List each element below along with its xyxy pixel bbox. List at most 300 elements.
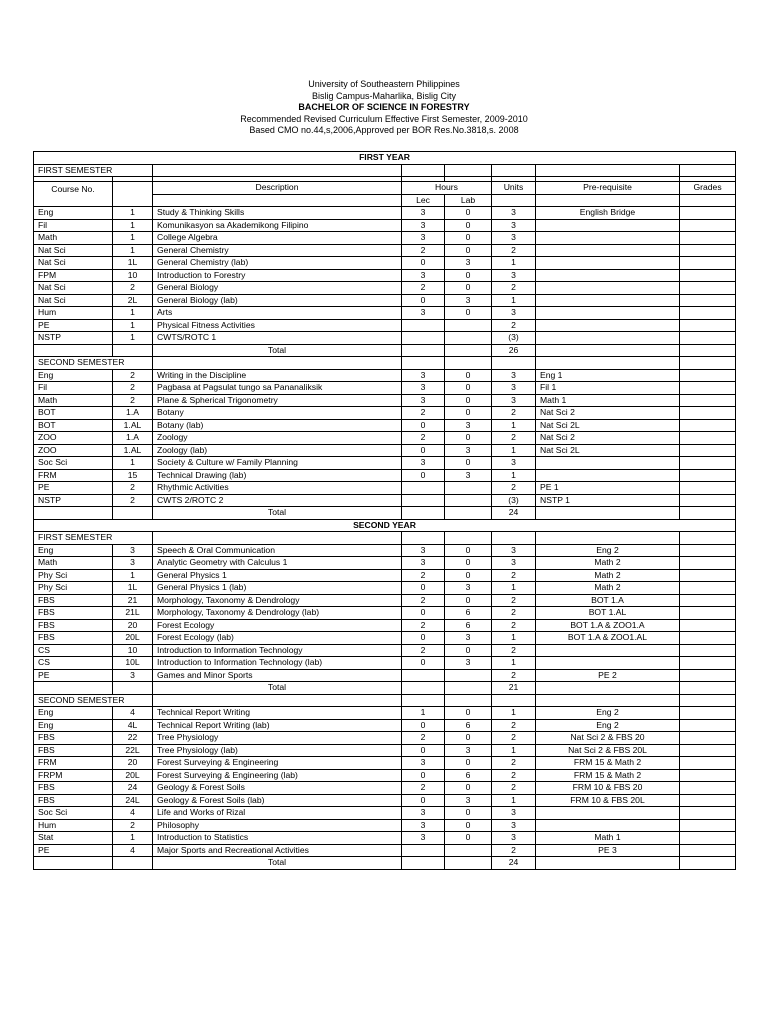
semester-title: SECOND SEMESTER bbox=[34, 694, 153, 707]
blank-cell bbox=[445, 857, 492, 870]
course-code: Hum bbox=[34, 819, 113, 832]
course-row bbox=[34, 582, 736, 595]
course-number: 1 bbox=[113, 332, 153, 345]
lec-hours: 0 bbox=[402, 719, 445, 732]
blank-cell bbox=[445, 694, 492, 707]
course-number: 21 bbox=[113, 594, 153, 607]
grade-cell bbox=[680, 469, 736, 482]
course-code: CS bbox=[34, 644, 113, 657]
grade-cell bbox=[680, 282, 736, 295]
lab-hours: 3 bbox=[445, 744, 492, 757]
course-row bbox=[34, 844, 736, 857]
course-row bbox=[34, 419, 736, 432]
blank-cell bbox=[492, 694, 536, 707]
course-number: 1 bbox=[113, 307, 153, 320]
course-code: Fil bbox=[34, 382, 113, 395]
course-code: Phy Sci bbox=[34, 582, 113, 595]
blank-cell bbox=[680, 194, 736, 207]
course-units: 1 bbox=[492, 257, 536, 270]
grade-cell bbox=[680, 719, 736, 732]
grade-cell bbox=[680, 444, 736, 457]
course-number: 1L bbox=[113, 257, 153, 270]
course-row bbox=[34, 369, 736, 382]
year-title-row bbox=[34, 152, 736, 165]
course-prereq: FRM 10 & FBS 20L bbox=[536, 794, 680, 807]
lab-hours: 0 bbox=[445, 557, 492, 570]
semester-title-row bbox=[34, 164, 736, 177]
course-description: General Biology bbox=[153, 282, 402, 295]
course-prereq: Nat Sci 2L bbox=[536, 419, 680, 432]
course-units: 2 bbox=[492, 319, 536, 332]
course-code: Math bbox=[34, 394, 113, 407]
course-prereq bbox=[536, 232, 680, 245]
blank-cell bbox=[680, 507, 736, 520]
course-number: 1.A bbox=[113, 407, 153, 420]
course-prereq: FRM 10 & FBS 20 bbox=[536, 782, 680, 795]
course-units: 2 bbox=[492, 719, 536, 732]
grade-cell bbox=[680, 707, 736, 720]
grade-cell bbox=[680, 782, 736, 795]
course-units: 3 bbox=[492, 557, 536, 570]
grade-cell bbox=[680, 494, 736, 507]
lec-hours: 3 bbox=[402, 544, 445, 557]
lab-hours: 0 bbox=[445, 707, 492, 720]
lab-hours bbox=[445, 332, 492, 345]
blank-cell bbox=[402, 507, 445, 520]
blank-cell bbox=[680, 857, 736, 870]
lec-hours bbox=[402, 319, 445, 332]
course-description: Morphology, Taxonomy & Dendrology bbox=[153, 594, 402, 607]
course-units: 2 bbox=[492, 757, 536, 770]
lab-hours: 0 bbox=[445, 407, 492, 420]
lab-hours: 3 bbox=[445, 294, 492, 307]
course-row bbox=[34, 394, 736, 407]
course-row bbox=[34, 732, 736, 745]
course-code: CS bbox=[34, 657, 113, 670]
course-code: Math bbox=[34, 232, 113, 245]
total-label: Total bbox=[153, 682, 402, 695]
course-number: 20L bbox=[113, 632, 153, 645]
course-number: 1 bbox=[113, 457, 153, 470]
course-units: 2 bbox=[492, 482, 536, 495]
course-number: 3 bbox=[113, 669, 153, 682]
lec-hours: 3 bbox=[402, 757, 445, 770]
course-units: 1 bbox=[492, 744, 536, 757]
course-prereq: BOT 1.A & ZOO1.AL bbox=[536, 632, 680, 645]
course-code: FPM bbox=[34, 269, 113, 282]
grade-cell bbox=[680, 269, 736, 282]
course-units: 2 bbox=[492, 407, 536, 420]
course-prereq: Nat Sci 2 bbox=[536, 407, 680, 420]
course-code: Phy Sci bbox=[34, 569, 113, 582]
blank-cell bbox=[34, 857, 113, 870]
lec-hours: 3 bbox=[402, 369, 445, 382]
header-hours: Hours bbox=[402, 182, 492, 195]
blank-cell bbox=[536, 532, 680, 545]
course-description: Rhythmic Activities bbox=[153, 482, 402, 495]
course-row bbox=[34, 407, 736, 420]
lab-hours bbox=[445, 482, 492, 495]
course-code: FBS bbox=[34, 744, 113, 757]
course-description: General Biology (lab) bbox=[153, 294, 402, 307]
course-prereq: Math 2 bbox=[536, 569, 680, 582]
blank-cell bbox=[445, 507, 492, 520]
blank-cell bbox=[445, 357, 492, 370]
lec-hours: 3 bbox=[402, 819, 445, 832]
lab-hours: 3 bbox=[445, 444, 492, 457]
course-description: Forest Surveying & Engineering (lab) bbox=[153, 769, 402, 782]
course-code: Nat Sci bbox=[34, 282, 113, 295]
course-prereq: Nat Sci 2 & FBS 20 bbox=[536, 732, 680, 745]
program-title: BACHELOR OF SCIENCE IN FORESTRY bbox=[298, 102, 470, 113]
course-units: 1 bbox=[492, 632, 536, 645]
course-code: FBS bbox=[34, 732, 113, 745]
course-code: Stat bbox=[34, 832, 113, 845]
course-code: FBS bbox=[34, 607, 113, 620]
course-prereq: Eng 1 bbox=[536, 369, 680, 382]
course-number: 2 bbox=[113, 494, 153, 507]
approval-note: Based CMO no.44,s,2006,Approved per BOR Res.No.3818,s. 2008 bbox=[249, 125, 519, 136]
blank-cell bbox=[536, 357, 680, 370]
lab-hours: 0 bbox=[445, 569, 492, 582]
course-code: Nat Sci bbox=[34, 257, 113, 270]
course-prereq: Math 2 bbox=[536, 557, 680, 570]
course-prereq: Nat Sci 2 & FBS 20L bbox=[536, 744, 680, 757]
course-units: 3 bbox=[492, 232, 536, 245]
course-number: 10 bbox=[113, 269, 153, 282]
course-description: Technical Drawing (lab) bbox=[153, 469, 402, 482]
course-prereq: BOT 1.AL bbox=[536, 607, 680, 620]
lec-hours: 0 bbox=[402, 769, 445, 782]
grade-cell bbox=[680, 619, 736, 632]
course-code: Eng bbox=[34, 207, 113, 220]
course-number: 20 bbox=[113, 619, 153, 632]
lab-hours: 6 bbox=[445, 619, 492, 632]
course-units: 3 bbox=[492, 269, 536, 282]
grade-cell bbox=[680, 757, 736, 770]
course-row bbox=[34, 494, 736, 507]
course-description: Zoology bbox=[153, 432, 402, 445]
blank-cell bbox=[492, 164, 536, 177]
grade-cell bbox=[680, 644, 736, 657]
course-units: 3 bbox=[492, 307, 536, 320]
course-code: Fil bbox=[34, 219, 113, 232]
lec-hours: 3 bbox=[402, 394, 445, 407]
lab-hours: 0 bbox=[445, 644, 492, 657]
semester-title: SECOND SEMESTER bbox=[34, 357, 153, 370]
lec-hours: 2 bbox=[402, 644, 445, 657]
grade-cell bbox=[680, 594, 736, 607]
course-number: 2 bbox=[113, 482, 153, 495]
course-description: Forest Ecology bbox=[153, 619, 402, 632]
course-units: 2 bbox=[492, 732, 536, 745]
lab-hours: 0 bbox=[445, 207, 492, 220]
course-description: General Physics 1 (lab) bbox=[153, 582, 402, 595]
course-number: 15 bbox=[113, 469, 153, 482]
grade-cell bbox=[680, 307, 736, 320]
grade-cell bbox=[680, 219, 736, 232]
blank-cell bbox=[536, 507, 680, 520]
lec-hours: 2 bbox=[402, 407, 445, 420]
course-description: Zoology (lab) bbox=[153, 444, 402, 457]
total-units: 26 bbox=[492, 344, 536, 357]
course-number: 2L bbox=[113, 294, 153, 307]
course-number: 21L bbox=[113, 607, 153, 620]
course-row bbox=[34, 632, 736, 645]
year-title: FIRST YEAR bbox=[34, 152, 736, 165]
course-prereq bbox=[536, 469, 680, 482]
course-description: Society & Culture w/ Family Planning bbox=[153, 457, 402, 470]
total-units: 24 bbox=[492, 857, 536, 870]
course-units: 1 bbox=[492, 707, 536, 720]
course-units: 2 bbox=[492, 244, 536, 257]
lec-hours: 3 bbox=[402, 832, 445, 845]
grade-cell bbox=[680, 669, 736, 682]
lab-hours: 6 bbox=[445, 769, 492, 782]
course-number: 24L bbox=[113, 794, 153, 807]
course-row bbox=[34, 644, 736, 657]
course-description: Arts bbox=[153, 307, 402, 320]
lab-hours: 0 bbox=[445, 232, 492, 245]
course-description: Morphology, Taxonomy & Dendrology (lab) bbox=[153, 607, 402, 620]
course-prereq: FRM 15 & Math 2 bbox=[536, 769, 680, 782]
course-units: 2 bbox=[492, 569, 536, 582]
header-grades: Grades bbox=[680, 182, 736, 195]
course-description: Geology & Forest Soils (lab) bbox=[153, 794, 402, 807]
total-label: Total bbox=[153, 857, 402, 870]
blank-cell bbox=[402, 682, 445, 695]
course-description: Botany (lab) bbox=[153, 419, 402, 432]
lab-hours: 0 bbox=[445, 819, 492, 832]
course-prereq: FRM 15 & Math 2 bbox=[536, 757, 680, 770]
course-description: CWTS/ROTC 1 bbox=[153, 332, 402, 345]
lec-hours: 2 bbox=[402, 432, 445, 445]
course-code: FBS bbox=[34, 782, 113, 795]
course-code: BOT bbox=[34, 419, 113, 432]
course-description: General Chemistry bbox=[153, 244, 402, 257]
curriculum-note: Recommended Revised Curriculum Effective First Semester, 2009-2010 bbox=[240, 113, 528, 124]
lec-hours: 2 bbox=[402, 569, 445, 582]
course-row bbox=[34, 819, 736, 832]
course-row bbox=[34, 232, 736, 245]
header-units: Units bbox=[492, 182, 536, 195]
course-number: 1.A bbox=[113, 432, 153, 445]
course-prereq bbox=[536, 644, 680, 657]
course-row bbox=[34, 482, 736, 495]
university-name: University of Southeastern Philippines bbox=[308, 79, 460, 89]
course-prereq: Eng 2 bbox=[536, 719, 680, 732]
lec-hours: 0 bbox=[402, 744, 445, 757]
course-code: Math bbox=[34, 557, 113, 570]
grade-cell bbox=[680, 369, 736, 382]
course-number: 2 bbox=[113, 382, 153, 395]
lab-hours: 3 bbox=[445, 257, 492, 270]
grade-cell bbox=[680, 294, 736, 307]
course-description: Geology & Forest Soils bbox=[153, 782, 402, 795]
course-code: BOT bbox=[34, 407, 113, 420]
course-units: 1 bbox=[492, 444, 536, 457]
blank-cell bbox=[536, 682, 680, 695]
lec-hours: 3 bbox=[402, 807, 445, 820]
grade-cell bbox=[680, 319, 736, 332]
course-prereq: Nat Sci 2L bbox=[536, 444, 680, 457]
blank-cell bbox=[445, 164, 492, 177]
course-units: 2 bbox=[492, 782, 536, 795]
course-number: 4L bbox=[113, 719, 153, 732]
course-description: Forest Ecology (lab) bbox=[153, 632, 402, 645]
course-units: 3 bbox=[492, 382, 536, 395]
course-number: 1 bbox=[113, 832, 153, 845]
course-row bbox=[34, 319, 736, 332]
semester-total-row bbox=[34, 682, 736, 695]
course-code: ZOO bbox=[34, 444, 113, 457]
course-code: FRM bbox=[34, 469, 113, 482]
grade-cell bbox=[680, 744, 736, 757]
grade-cell bbox=[680, 819, 736, 832]
lec-hours: 3 bbox=[402, 207, 445, 220]
course-row bbox=[34, 782, 736, 795]
blank-cell bbox=[153, 357, 402, 370]
course-units: 2 bbox=[492, 644, 536, 657]
blank-cell bbox=[680, 682, 736, 695]
grade-cell bbox=[680, 394, 736, 407]
course-number: 2 bbox=[113, 819, 153, 832]
lab-hours: 0 bbox=[445, 457, 492, 470]
year-title-row bbox=[34, 519, 736, 532]
course-row bbox=[34, 619, 736, 632]
blank-cell bbox=[153, 532, 402, 545]
course-units: 2 bbox=[492, 282, 536, 295]
course-row bbox=[34, 607, 736, 620]
blank-cell bbox=[536, 694, 680, 707]
course-units: 3 bbox=[492, 457, 536, 470]
semester-title: FIRST SEMESTER bbox=[34, 532, 153, 545]
lab-hours: 3 bbox=[445, 657, 492, 670]
course-prereq bbox=[536, 244, 680, 257]
course-prereq: Math 2 bbox=[536, 582, 680, 595]
lec-hours: 3 bbox=[402, 382, 445, 395]
course-description: Pagbasa at Pagsulat tungo sa Pananaliksik bbox=[153, 382, 402, 395]
course-prereq: PE 1 bbox=[536, 482, 680, 495]
blank-cell bbox=[153, 194, 402, 207]
course-row bbox=[34, 719, 736, 732]
blank-cell bbox=[113, 507, 153, 520]
course-number: 1 bbox=[113, 232, 153, 245]
course-row bbox=[34, 807, 736, 820]
lab-hours: 0 bbox=[445, 282, 492, 295]
course-row bbox=[34, 657, 736, 670]
lab-hours: 3 bbox=[445, 794, 492, 807]
course-description: Forest Surveying & Engineering bbox=[153, 757, 402, 770]
course-number: 24 bbox=[113, 782, 153, 795]
lec-hours: 0 bbox=[402, 257, 445, 270]
course-code: Soc Sci bbox=[34, 807, 113, 820]
semester-total-row bbox=[34, 507, 736, 520]
course-number: 1 bbox=[113, 219, 153, 232]
course-code: PE bbox=[34, 669, 113, 682]
blank-cell bbox=[680, 694, 736, 707]
lab-hours: 3 bbox=[445, 582, 492, 595]
course-row bbox=[34, 707, 736, 720]
lec-hours: 0 bbox=[402, 294, 445, 307]
course-code: Eng bbox=[34, 719, 113, 732]
course-code: NSTP bbox=[34, 332, 113, 345]
lec-hours: 1 bbox=[402, 707, 445, 720]
course-row bbox=[34, 594, 736, 607]
lab-hours: 3 bbox=[445, 632, 492, 645]
grade-cell bbox=[680, 807, 736, 820]
grade-cell bbox=[680, 432, 736, 445]
course-prereq: Math 1 bbox=[536, 832, 680, 845]
course-prereq bbox=[536, 219, 680, 232]
lec-hours: 2 bbox=[402, 282, 445, 295]
course-number: 4 bbox=[113, 844, 153, 857]
course-row bbox=[34, 244, 736, 257]
course-code: PE bbox=[34, 482, 113, 495]
blank-cell bbox=[536, 344, 680, 357]
blank-cell bbox=[153, 164, 402, 177]
course-prereq bbox=[536, 807, 680, 820]
blank-cell bbox=[34, 344, 113, 357]
course-prereq: NSTP 1 bbox=[536, 494, 680, 507]
header-lec: Lec bbox=[402, 194, 445, 207]
blank-cell bbox=[536, 194, 680, 207]
course-code: FBS bbox=[34, 794, 113, 807]
lec-hours: 2 bbox=[402, 619, 445, 632]
lab-hours: 0 bbox=[445, 244, 492, 257]
course-code: Soc Sci bbox=[34, 457, 113, 470]
course-prereq: BOT 1.A & ZOO1.A bbox=[536, 619, 680, 632]
lab-hours bbox=[445, 319, 492, 332]
course-number: 1 bbox=[113, 207, 153, 220]
course-description: Technical Report Writing bbox=[153, 707, 402, 720]
grade-cell bbox=[680, 232, 736, 245]
course-row bbox=[34, 669, 736, 682]
semester-title: FIRST SEMESTER bbox=[34, 164, 153, 177]
course-units: 3 bbox=[492, 219, 536, 232]
course-description: Introduction to Information Technology bbox=[153, 644, 402, 657]
course-prereq: BOT 1.A bbox=[536, 594, 680, 607]
grade-cell bbox=[680, 332, 736, 345]
course-units: 1 bbox=[492, 469, 536, 482]
semester-total-row bbox=[34, 857, 736, 870]
course-units: 2 bbox=[492, 619, 536, 632]
course-row bbox=[34, 557, 736, 570]
course-number: 1 bbox=[113, 569, 153, 582]
grade-cell bbox=[680, 257, 736, 270]
course-description: Plane & Spherical Trigonometry bbox=[153, 394, 402, 407]
course-prereq bbox=[536, 307, 680, 320]
grade-cell bbox=[680, 769, 736, 782]
course-units: 1 bbox=[492, 419, 536, 432]
semester-title-row bbox=[34, 694, 736, 707]
course-units: 3 bbox=[492, 207, 536, 220]
course-row bbox=[34, 294, 736, 307]
lab-hours: 0 bbox=[445, 757, 492, 770]
lab-hours: 0 bbox=[445, 807, 492, 820]
lab-hours: 6 bbox=[445, 719, 492, 732]
blank-cell bbox=[402, 344, 445, 357]
course-number: 1 bbox=[113, 244, 153, 257]
lec-hours bbox=[402, 844, 445, 857]
grade-cell bbox=[680, 732, 736, 745]
course-number: 4 bbox=[113, 707, 153, 720]
course-description: Botany bbox=[153, 407, 402, 420]
grade-cell bbox=[680, 557, 736, 570]
course-number: 4 bbox=[113, 807, 153, 820]
course-prereq bbox=[536, 257, 680, 270]
course-code: ZOO bbox=[34, 432, 113, 445]
